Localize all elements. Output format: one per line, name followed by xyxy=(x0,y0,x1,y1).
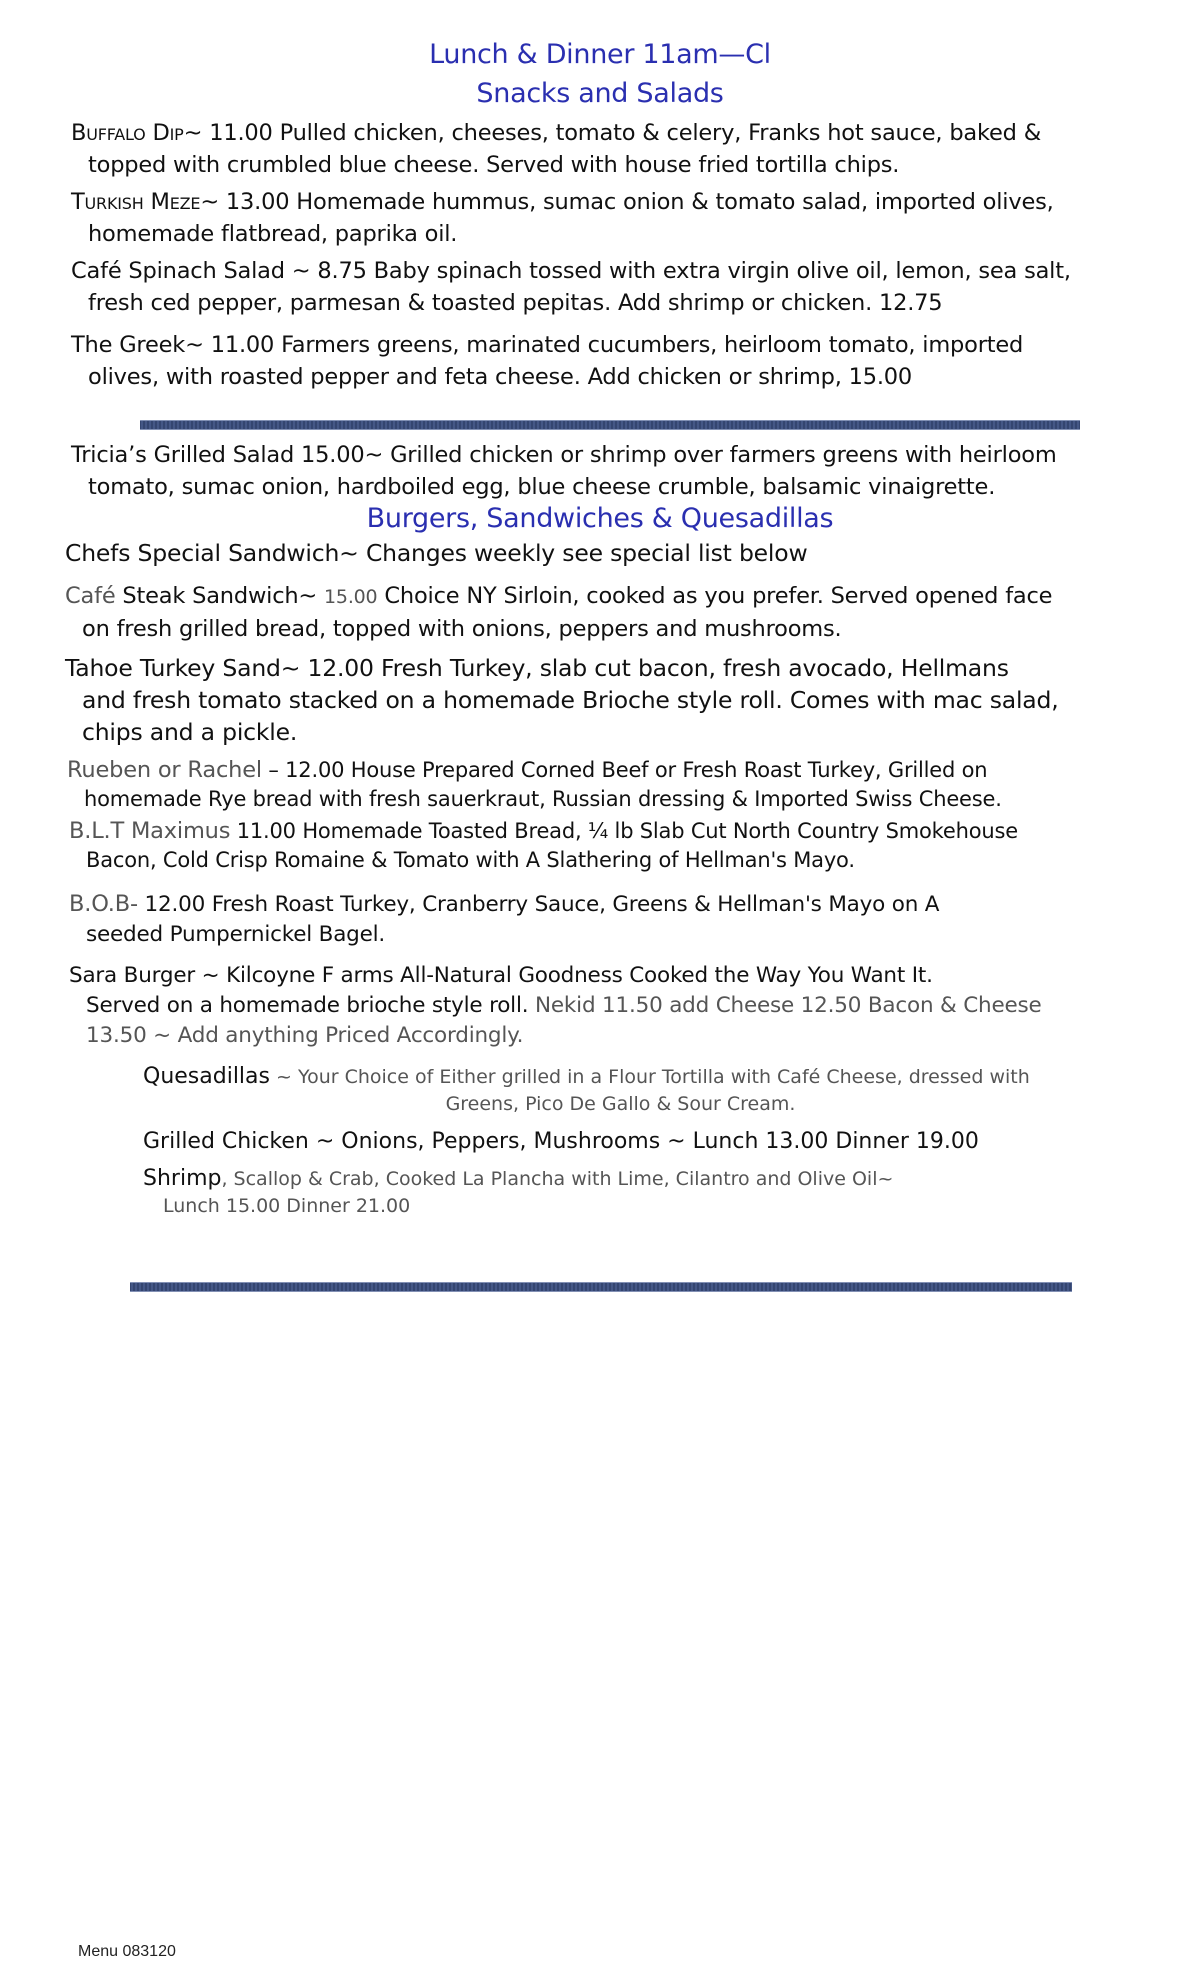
item-description: House Prepared Corned Beef or Fresh Roast Turkey, Grilled on xyxy=(344,758,988,782)
item-name: Tricia’s Grilled Salad xyxy=(71,442,295,468)
menu-title: Lunch & Dinner 11am—Cl xyxy=(429,39,771,70)
item-price: ~ 13.00 xyxy=(200,189,290,215)
item-price: – 12.00 xyxy=(261,758,345,782)
menu-item-buffalo-dip xyxy=(71,117,1041,181)
item-description: Fresh Roast Turkey, Cranberry Sauce, Greens & Hellman's Mayo on A xyxy=(205,892,940,917)
section-divider xyxy=(140,420,1080,430)
item-description-cont: Served on a homemade brioche style roll. xyxy=(86,993,529,1018)
item-description-cont: topped with crumbled blue cheese. Served with house fried tortilla chips. xyxy=(88,152,900,178)
item-description: , Scallop & Crab, Cooked La Plancha with Lime, Cilantro and Olive Oil~ xyxy=(221,1168,894,1190)
menu-item-steak-sandwich xyxy=(65,580,1052,645)
item-description: Baby spinach tossed with extra virgin olive oil, lemon, sea salt, xyxy=(366,258,1071,284)
item-name: Shrimp xyxy=(143,1166,222,1191)
item-name: Café Spinach Salad xyxy=(71,258,285,284)
item-description: Homemade hummus, sumac onion & tomato salad, imported olives, xyxy=(289,189,1054,215)
item-price: 15.00~ xyxy=(294,442,384,468)
item-name: Rueben or Rachel xyxy=(67,757,262,783)
menu-item-chefs-special: Chefs Special Sandwich~ Changes weekly see special list below xyxy=(65,539,808,567)
item-name: Buffalo Dip xyxy=(71,120,184,146)
item-description: ~ Your Choice of Either grilled in a Flour Tortilla with Café Cheese, dressed with xyxy=(269,1066,1030,1088)
item-description: Farmers greens, marinated cucumbers, heirloom tomato, imported xyxy=(274,332,1024,358)
menu-item-shrimp-scallop-crab xyxy=(143,1165,893,1220)
item-description-cont: on fresh grilled bread, topped with onions, peppers and mushrooms. xyxy=(82,616,842,642)
menu-item-sara-burger xyxy=(69,961,1042,1051)
menu-item-blt-maximus xyxy=(69,817,1018,875)
item-name: Turkish Meze xyxy=(71,189,201,215)
item-price: ~ 11.00 xyxy=(183,120,273,146)
section-heading-snacks: Snacks and Salads xyxy=(476,78,724,109)
item-description-cont: olives, with roasted pepper and feta cheese. Add chicken or shrimp, 15.00 xyxy=(88,364,913,390)
menu-code: Menu 083120 xyxy=(78,1943,176,1960)
item-price: 11.00 xyxy=(230,819,296,843)
item-price: 15.00 xyxy=(324,586,378,608)
item-name: Quesadillas xyxy=(143,1064,270,1089)
menu-item-tricias-grilled-salad xyxy=(71,439,1057,503)
item-price: ~ 11.00 xyxy=(185,332,275,358)
item-name: Sara Burger ~ xyxy=(69,963,220,988)
section-divider-bottom xyxy=(130,1282,1072,1292)
item-description-cont: Bacon, Cold Crisp Romaine & Tomato with A Slathering of Hellman's Mayo. xyxy=(86,848,855,872)
item-name: The Greek xyxy=(71,332,186,358)
item-description: Homemade Toasted Bread, ¼ lb Slab Cut North Country Smokehouse xyxy=(295,819,1018,843)
section-heading-burgers: Burgers, Sandwiches & Quesadillas xyxy=(366,503,834,534)
item-description-cont: seeded Pumpernickel Bagel. xyxy=(86,922,386,947)
item-description-cont: tomato, sumac onion, hardboiled egg, blue cheese crumble, balsamic vinaigrette. xyxy=(88,474,996,500)
item-description-cont: homemade Rye bread with fresh sauerkraut, Russian dressing & Imported Swiss Cheese. xyxy=(84,787,1002,811)
menu-item-cafe-spinach-salad xyxy=(71,255,1071,319)
item-description-cont: homemade flatbread, paprika oil. xyxy=(88,221,458,247)
item-description: Grilled chicken or shrimp over farmers greens with heirloom xyxy=(383,442,1057,468)
item-description: Choice NY Sirloin, cooked as you prefer. Served opened face xyxy=(377,583,1053,609)
item-name-prefix: Café xyxy=(65,583,116,609)
menu-item-grilled-chicken: Grilled Chicken ~ Onions, Peppers, Mushrooms ~ Lunch 13.00 Dinner 19.00 xyxy=(143,1129,979,1154)
item-price-note: 13.50 ~ Add anything Priced Accordingly. xyxy=(86,1023,524,1048)
menu-item-turkish-meze xyxy=(71,186,1054,250)
item-description: Fresh Turkey, slab cut bacon, fresh avocado, Hellmans xyxy=(373,654,1009,682)
item-price: 12.00 xyxy=(137,892,206,917)
item-description: Kilcoyne F arms All-Natural Goodness Cooked the Way You Want It. xyxy=(219,963,933,988)
item-price: ~ 8.75 xyxy=(284,258,367,284)
item-price: Lunch 15.00 Dinner 21.00 xyxy=(163,1195,411,1217)
menu-item-rueben-or-rachel xyxy=(67,756,1002,814)
menu-item-quesadillas xyxy=(143,1063,1123,1118)
item-name: Tahoe Turkey Sand~ xyxy=(65,654,301,682)
item-name: B.L.T Maximus xyxy=(69,818,231,844)
menu-item-the-greek xyxy=(71,329,1023,393)
item-description: Pulled chicken, cheeses, tomato & celery, Franks hot sauce, baked & xyxy=(272,120,1042,146)
item-name: Steak Sandwich~ xyxy=(115,583,325,609)
menu-item-tahoe-turkey xyxy=(65,652,1058,748)
item-description-cont: Greens, Pico De Gallo & Sour Cream. xyxy=(445,1093,796,1115)
item-description-cont: fresh ced pepper, parmesan & toasted pepitas. Add shrimp or chicken. 12.75 xyxy=(88,290,943,316)
menu-item-bob xyxy=(69,889,939,950)
item-name: B.O.B- xyxy=(69,891,138,917)
item-description-cont: and fresh tomato stacked on a homemade Brioche style roll. Comes with mac salad, xyxy=(82,686,1059,714)
item-price: 12.00 xyxy=(300,654,374,682)
item-prices: Nekid 11.50 add Cheese 12.50 Bacon & Cheese xyxy=(528,993,1042,1018)
item-description-cont: chips and a pickle. xyxy=(82,718,298,746)
